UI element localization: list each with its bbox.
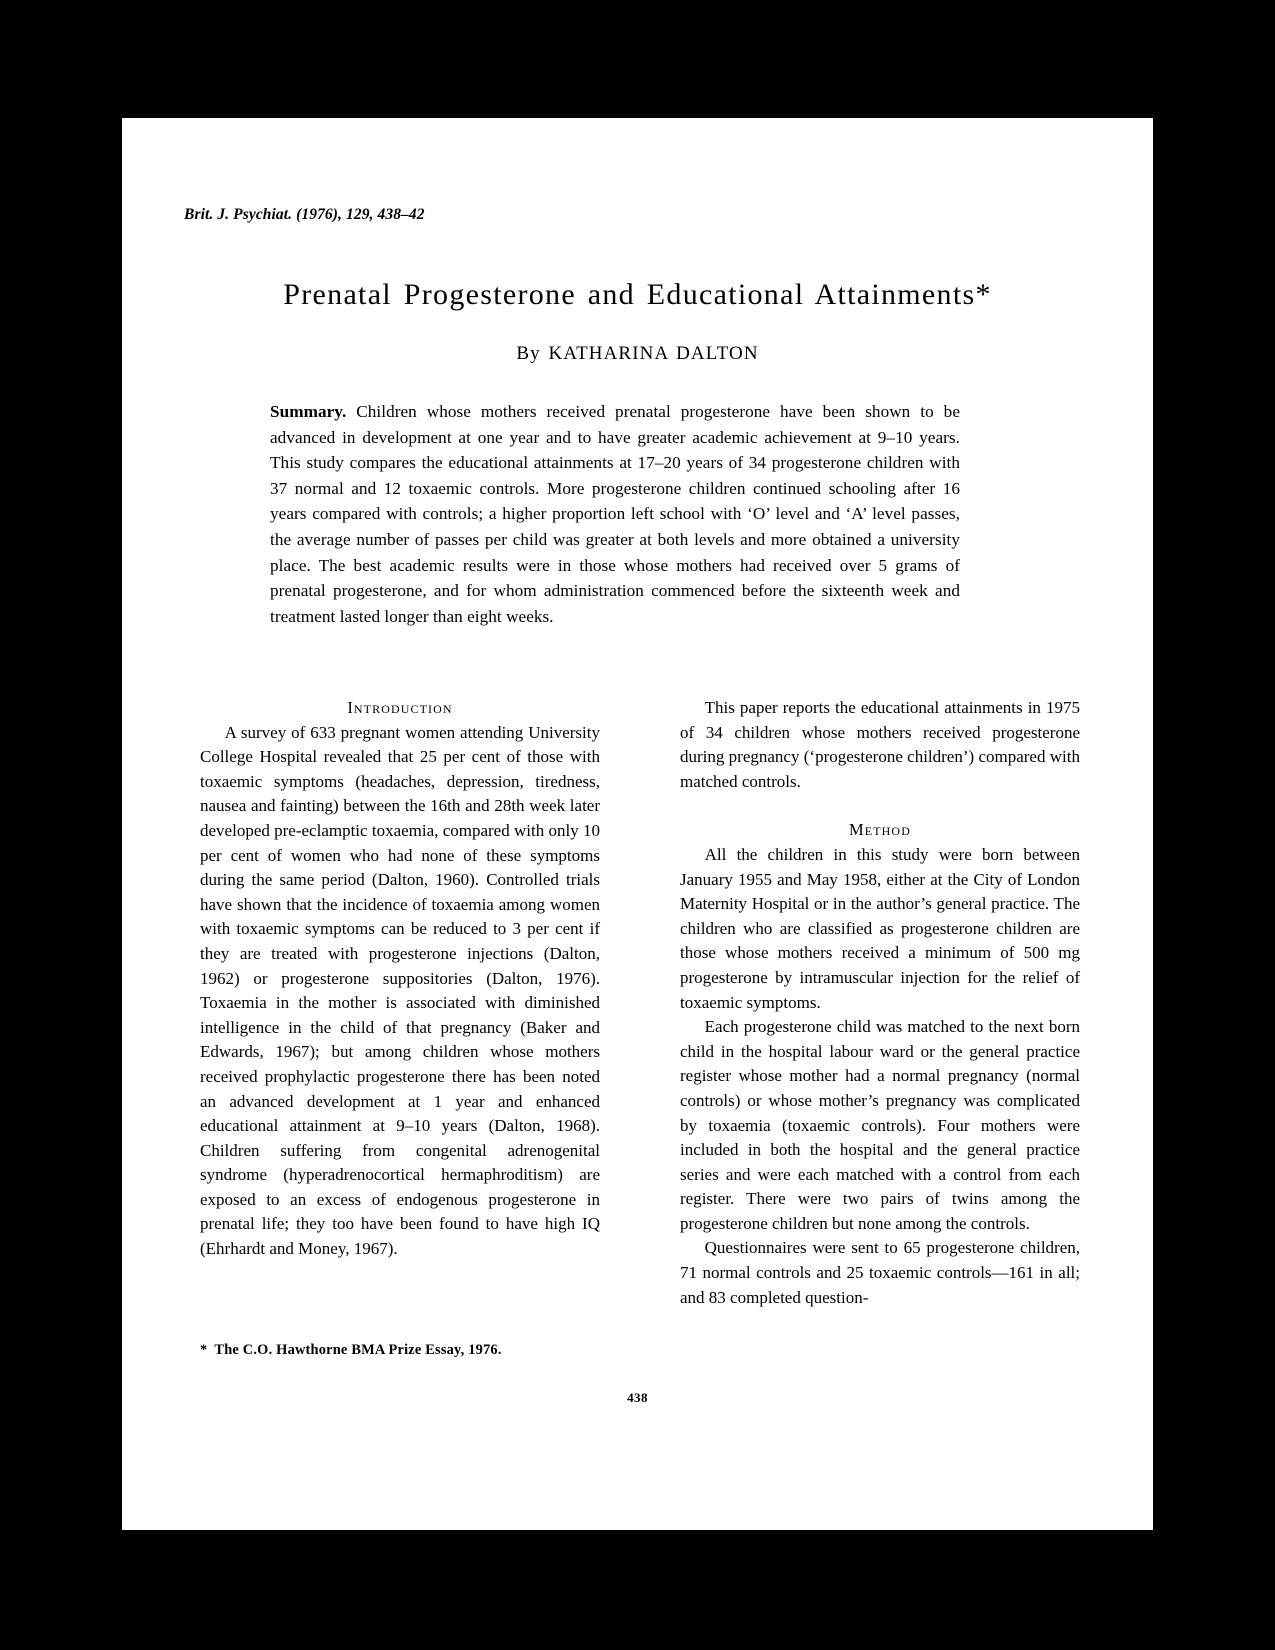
paragraph: Questionnaires were sent to 65 progesterone children, 71 normal controls and 25 toxaemic controls—161 in all; and 83 completed question- bbox=[680, 1238, 1080, 1307]
footnote-marker-icon: * bbox=[200, 1342, 208, 1358]
footnote-text: The C.O. Hawthorne BMA Prize Essay, 1976. bbox=[214, 1342, 502, 1358]
page-title: Prenatal Progesterone and Educational Attainments* bbox=[283, 278, 992, 311]
footnote bbox=[200, 1340, 600, 1360]
paragraph: This paper reports the educational attainments in 1975 of 34 children whose mothers received progesterone during pregnancy (‘progesterone children’) compared with matched controls. bbox=[680, 698, 1080, 791]
page-number: 438 bbox=[627, 1390, 648, 1405]
title-block bbox=[122, 278, 1153, 365]
paragraph: Each progesterone child was matched to the next born child in the hospital labour ward or the general practice register whose mother had a normal pregnancy (normal controls) or whose mother’s pregnancy was complicated by toxaemia (toxaemic controls). Four mothers were included in both the hospital and the general practice series and were each matched with a control from each register. There were two pairs of twins among the progesterone children but none among the controls. bbox=[680, 1017, 1080, 1233]
section-heading-introduction: Introduction bbox=[347, 698, 453, 717]
paragraph: All the children in this study were born between January 1955 and May 1958, either at the City of London Maternity Hospital or in the author’s general practice. The children who are classified as progesterone children are those whose mothers received a minimum of 500 mg progesterone by intramuscular injection for the relief of toxaemic symptoms. bbox=[680, 844, 1080, 1012]
column-right bbox=[680, 696, 1080, 1310]
summary-text: Children whose mothers received prenatal progesterone have been shown to be advanced in development at one year and to have greater academic achievement at 9–10 years. This study compares the educational attainments at 17–20 years of 34 progesterone children with 37 normal and 12 toxaemic controls. More progesterone children continued schooling after 16 years compared with controls; a higher proportion left school with ‘O’ level and ‘A’ level passes, the average number of passes per child was greater at both levels and more obtained a university place. The best academic results were in those whose mothers had received over 5 grams of prenatal progesterone, and for whom administration commenced before the sixteenth week and treatment lasted longer than eight weeks. bbox=[270, 402, 960, 626]
summary-lead-label: Summary. bbox=[270, 402, 347, 421]
paragraph: A survey of 633 pregnant women attending University College Hospital revealed that 25 per cent of those with toxaemic symptoms (headaches, depression, tiredness, nausea and fainting) between the 16th and 28th week later developed pre-eclamptic toxaemia, compared with only 10 per cent of women who had none of these symptoms during the same period (Dalton, 1960). Controlled trials have shown that the incidence of toxaemia among women with toxaemic symptoms can be reduced to 3 per cent if they are treated with progesterone injections (Dalton, 1962) or progesterone suppositories (Dalton, 1976). Toxaemia in the mother is associated with diminished intelligence in the child of that pregnancy (Baker and Edwards, 1967); but among children whose mothers received prophylactic progesterone there has been noted an advanced development at 1 year and enhanced educational attainment at 9–10 years (Dalton, 1968). Children suffering from congenital adrenogenital syndrome (hyperadrenocortical hermaphroditism) are exposed to an excess of endogenous progesterone in prenatal life; they too have been found to have high IQ (Ehrhardt and Money, 1967). bbox=[200, 722, 600, 1259]
summary-abstract bbox=[270, 399, 960, 629]
journal-page-sheet bbox=[122, 118, 1153, 1530]
column-left bbox=[200, 696, 600, 1262]
author-byline: By KATHARINA DALTON bbox=[516, 342, 759, 364]
body-columns bbox=[200, 696, 1080, 1396]
running-head-citation: Brit. J. Psychiat. (1976), 129, 438–42 bbox=[184, 206, 425, 223]
section-heading-method: Method bbox=[849, 820, 911, 840]
